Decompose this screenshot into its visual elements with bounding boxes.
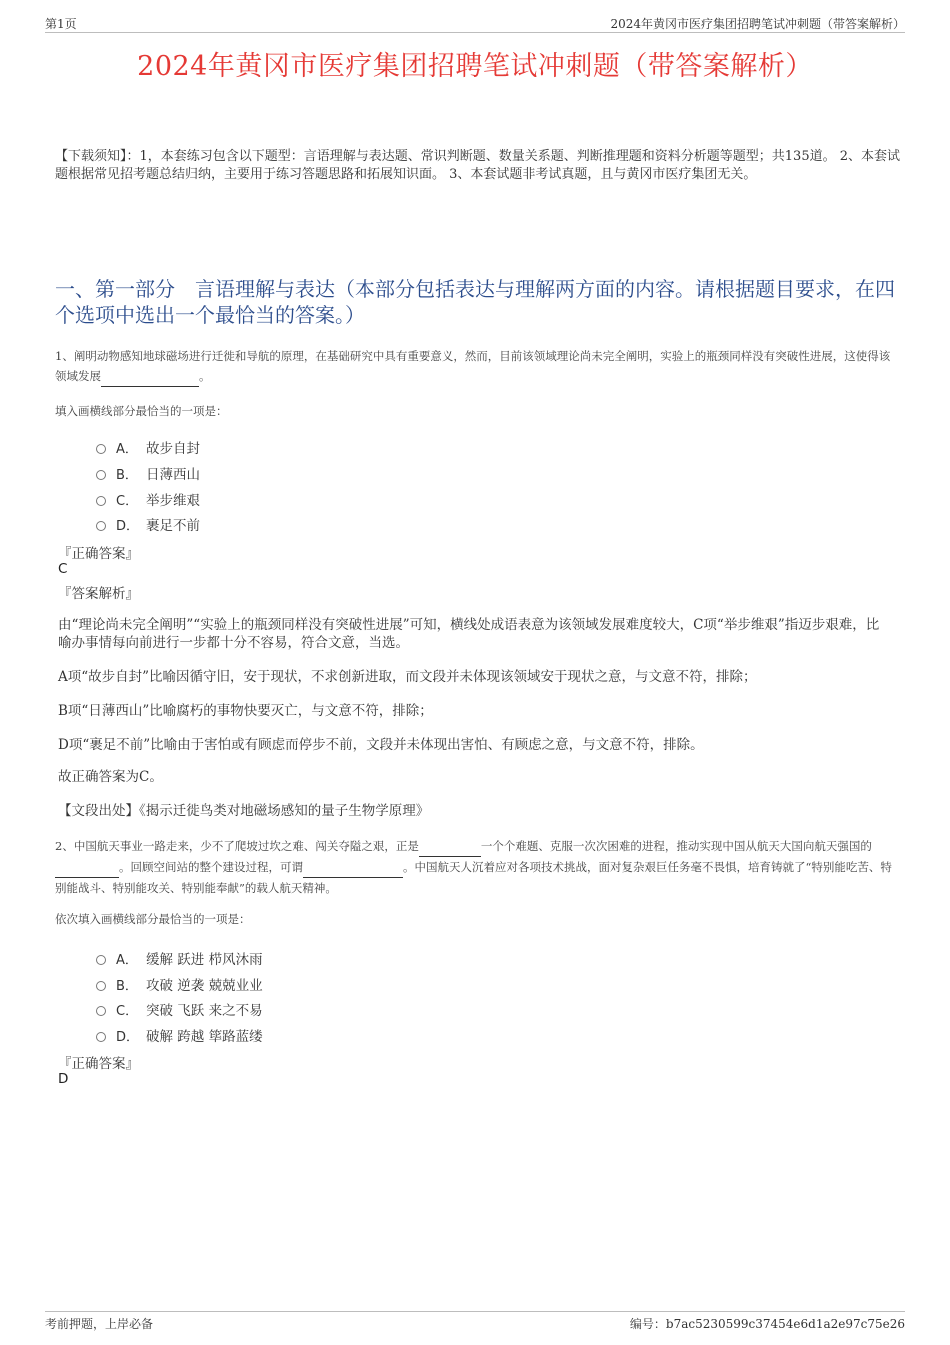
option-text: 举步维艰 (146, 493, 200, 509)
question-1-analysis-p3: B项“日薄西山”比喻腐朽的事物快要灭亡，与文意不符，排除； (58, 703, 433, 719)
footer-divider (45, 1311, 905, 1312)
radio-icon[interactable] (96, 955, 106, 965)
question-2-stem: 2、中国航天事业一路走来，少不了爬坡过坎之难、闯关夺隘之艰，正是 一个个难题、克服一次次困难的进程，推动实现中国从航天大国向航天强国的 。回顾空间站的整个建设过程，可谓 。中国航天人沉着应对各项技术挑战，面对复杂艰巨任务毫不畏惧，培育铸就了“特别能吃苦、特别能战斗、特别能攻关、特别能奉献”的载人航天精神。 (55, 836, 900, 898)
question-2-prompt: 依次填入画横线部分最恰当的一项是： (55, 912, 251, 926)
option-text: 裹足不前 (146, 518, 200, 534)
question-2-blank-2 (55, 857, 119, 878)
radio-icon[interactable] (96, 981, 106, 991)
question-1-text: 1、阐明动物感知地球磁场进行迁徙和导航的原理，在基础研究中具有重要意义，然而，目前该领域理论尚未完全阐明，实验上的瓶颈同样没有突破性进展，这使得该领域发展 (55, 349, 891, 383)
page-number: 第1页 (45, 17, 77, 31)
question-1-analysis-p4: D项“裹足不前”比喻由于害怕或有顾虑而停步不前，文段并未体现出害怕、有顾虑之意，与文意不符，排除。 (58, 737, 704, 753)
header-doc-title: 2024年黄冈市医疗集团招聘笔试冲刺题（带答案解析） (610, 17, 905, 31)
radio-icon[interactable] (96, 1032, 106, 1042)
question-1-source: 【文段出处】《揭示迁徙鸟类对地磁场感知的量子生物学原理》 (58, 803, 430, 819)
radio-icon[interactable] (96, 470, 106, 480)
question-1-analysis-label: 『答案解析』 (58, 586, 139, 602)
question-2-answer-label: 『正确答案』 (58, 1056, 139, 1072)
header-divider (45, 32, 905, 33)
question-2-option-d[interactable]: D． 破解 跨越 筚路蓝缕 (96, 1025, 263, 1045)
question-1-stem: 1、阐明动物感知地球磁场进行迁徙和导航的原理，在基础研究中具有重要意义，然而，目前该领域理论尚未完全阐明，实验上的瓶颈同样没有突破性进展，这使得该领域发展 。 (55, 346, 900, 387)
question-2-answer: D (58, 1071, 69, 1087)
question-1-option-d[interactable]: D． 裹足不前 (96, 514, 200, 534)
page-title: 2024年黄冈市医疗集团招聘笔试冲刺题（带答案解析） (137, 51, 813, 82)
question-2-option-a[interactable]: A． 缓解 跃进 栉风沐雨 (96, 948, 263, 968)
question-2-blank-3 (303, 857, 403, 878)
footer-doc-id: 编号：b7ac5230599c37454e6d1a2e97c75e26 (629, 1317, 905, 1331)
option-text: 攻破 逆袭 兢兢业业 (146, 978, 263, 994)
radio-icon[interactable] (96, 1006, 106, 1016)
question-1-analysis-p5: 故正确答案为C。 (58, 769, 163, 785)
download-notice: 【下载须知】：1，本套练习包含以下题型：言语理解与表达题、常识判断题、数量关系题、判断推理题和资料分析题等题型；共135道。 2、本套试题根据常见招考题总结归纳，主要用于练习答题思路和拓展知识面。 3、本套试题非考试真题，且与黄冈市医疗集团无关。 (55, 149, 900, 182)
question-1-option-b[interactable]: B． 日薄西山 (96, 463, 200, 483)
question-1-analysis-p2: A项“故步自封”比喻因循守旧，安于现状，不求创新进取，而文段并未体现该领域安于现状之意，与文意不符，排除； (58, 669, 757, 685)
question-1-answer-label: 『正确答案』 (58, 546, 139, 562)
radio-icon[interactable] (96, 521, 106, 531)
radio-icon[interactable] (96, 444, 106, 454)
footer-slogan: 考前押题，上岸必备 (45, 1317, 154, 1331)
radio-icon[interactable] (96, 496, 106, 506)
question-1-prompt: 填入画横线部分最恰当的一项是： (55, 404, 228, 418)
question-1-answer: C (58, 561, 68, 577)
question-2-option-b[interactable]: B． 攻破 逆袭 兢兢业业 (96, 974, 263, 994)
question-2-option-c[interactable]: C． 突破 飞跃 来之不易 (96, 999, 263, 1019)
option-text: 突破 飞跃 来之不易 (146, 1003, 263, 1019)
option-text: 故步自封 (146, 441, 200, 457)
option-text: 日薄西山 (146, 467, 200, 483)
option-text: 破解 跨越 筚路蓝缕 (146, 1029, 263, 1045)
question-1-blank (101, 366, 199, 387)
question-2-blank-1 (419, 836, 481, 857)
question-1-analysis-p1: 由“理论尚未完全阐明”“实验上的瓶颈同样没有突破性进展”可知，横线处成语表意为该领域发展难度较大，C项“举步维艰”指迈步艰难，比喻办事情每向前进行一步都十分不容易，符合文意，当选。 (58, 617, 880, 651)
section-heading: 一、第一部分 言语理解与表达（本部分包括表达与理解两方面的内容。请根据题目要求，在四个选项中选出一个最恰当的答案。） (55, 277, 895, 327)
question-1-option-c[interactable]: C． 举步维艰 (96, 489, 200, 509)
option-text: 缓解 跃进 栉风沐雨 (146, 952, 263, 968)
question-1-option-a[interactable]: A． 故步自封 (96, 437, 200, 457)
